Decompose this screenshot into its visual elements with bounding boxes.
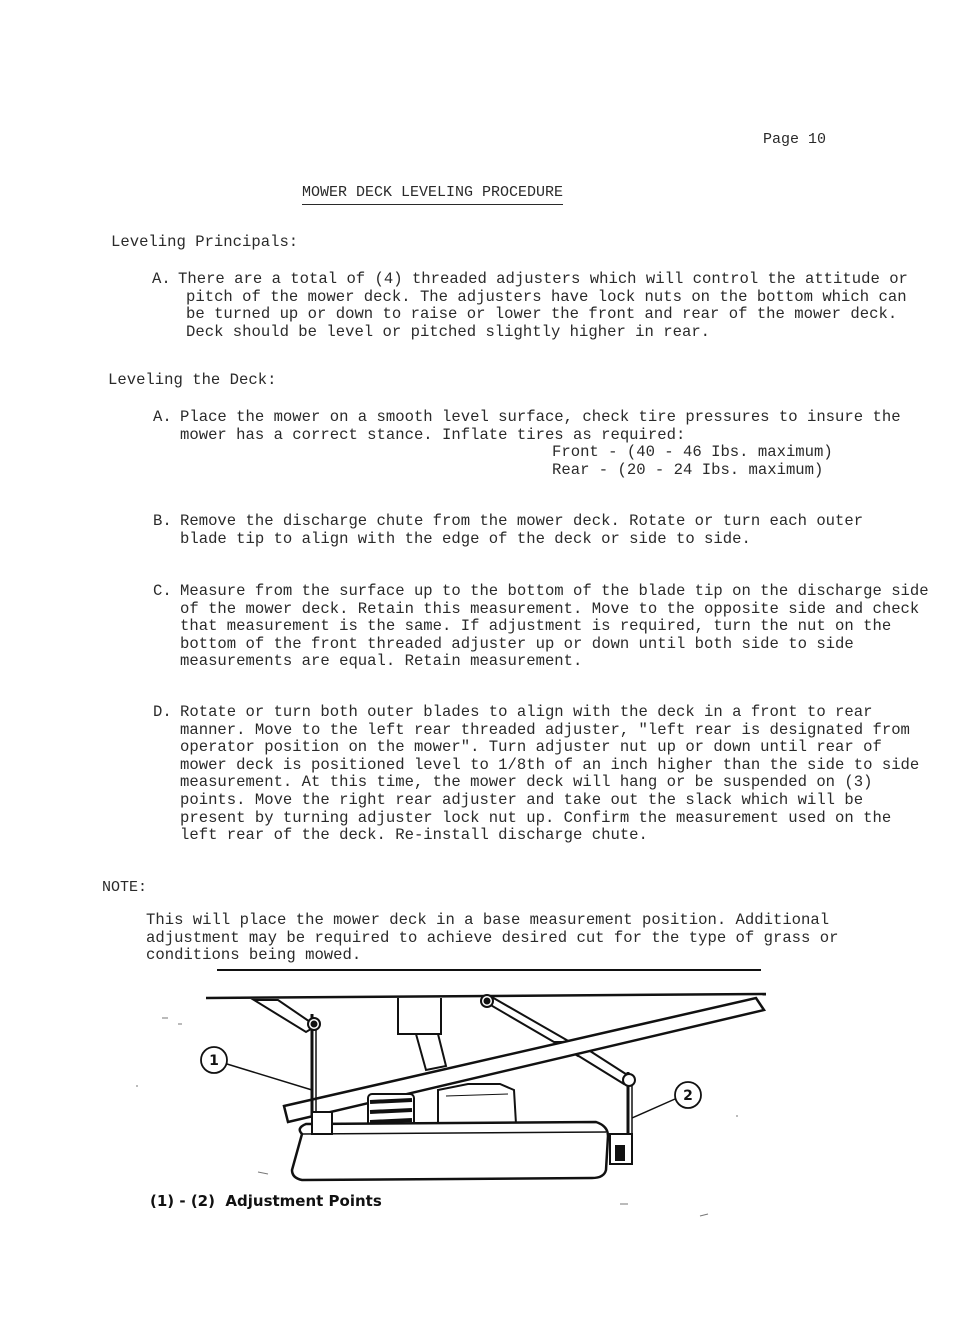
step-label: B. — [153, 512, 172, 530]
step-text: Place the mower on a smooth level surface, check tire pressures to insure the mower has a correct stance. Inflate tires as required: — [180, 408, 901, 444]
section-heading-leveling-the-deck: Leveling the Deck: — [108, 371, 277, 389]
step-text: Measure from the surface up to the bottom of the blade tip on the discharge side of the mower deck. Retain this measurement. Move to the opposite side and check that measurement is the same. If adjustment is required, turn the nut on the bottom of the front threaded adjuster up or down until both side to side measurements are equal. Retain measurement. — [180, 582, 929, 671]
item-text: There are a total of (4) threaded adjusters which will control the attitude or pitch of the mower deck. The adjusters have lock nuts on the bottom which can be turned up or down to raise or lower the front and rear of the mower deck. Deck should be level or pitched slightly higher in rear. — [178, 270, 908, 341]
document-title: MOWER DECK LEVELING PROCEDURE — [302, 184, 563, 205]
note-heading: NOTE: — [102, 879, 148, 896]
step-label: D. — [153, 703, 172, 721]
page-number: Page 10 — [763, 131, 827, 148]
figure-caption: (1) - (2) Adjustment Points — [150, 1192, 382, 1210]
rear-pressure: Rear - (20 - 24 Ibs. maximum) — [552, 460, 824, 479]
mower-deck-figure — [116, 966, 778, 1220]
step-label: A. — [153, 408, 172, 426]
step-text: Rotate or turn both outer blades to align with the deck in a front to rear manner. Move to the left rear threaded adjuster, "left rear is designated from operator position on the mower". Turn adjuster nut up or down until rear of mower deck is positioned level to 1/8th of an inch higher than the side to side measurement. At this time, the mower deck will hang or be suspended on (3) points. Move the right rear adjuster and take out the slack which will be present by turning adjuster lock nut up. Confirm the measurement used on the left rear of the deck. Re-install discharge chute. — [180, 703, 920, 845]
step-label: C. — [153, 582, 172, 600]
section-heading-leveling-principals: Leveling Principals: — [111, 233, 299, 251]
front-pressure: Front - (40 - 46 Ibs. maximum) — [552, 443, 833, 461]
note-text: This will place the mower deck in a base measurement position. Additional adjustment may be required to achieve desired cut for the type of grass or conditions being mowed. — [146, 911, 839, 965]
step-text: Remove the discharge chute from the mower deck. Rotate or turn each outer blade tip to align with the edge of the deck or side to side. — [180, 512, 864, 548]
callout-1: 1 — [209, 1053, 219, 1069]
tire-pressures — [552, 444, 833, 479]
item-label: A. — [152, 270, 171, 288]
mower-deck-drawing — [116, 966, 778, 1220]
callout-2: 2 — [683, 1088, 693, 1104]
